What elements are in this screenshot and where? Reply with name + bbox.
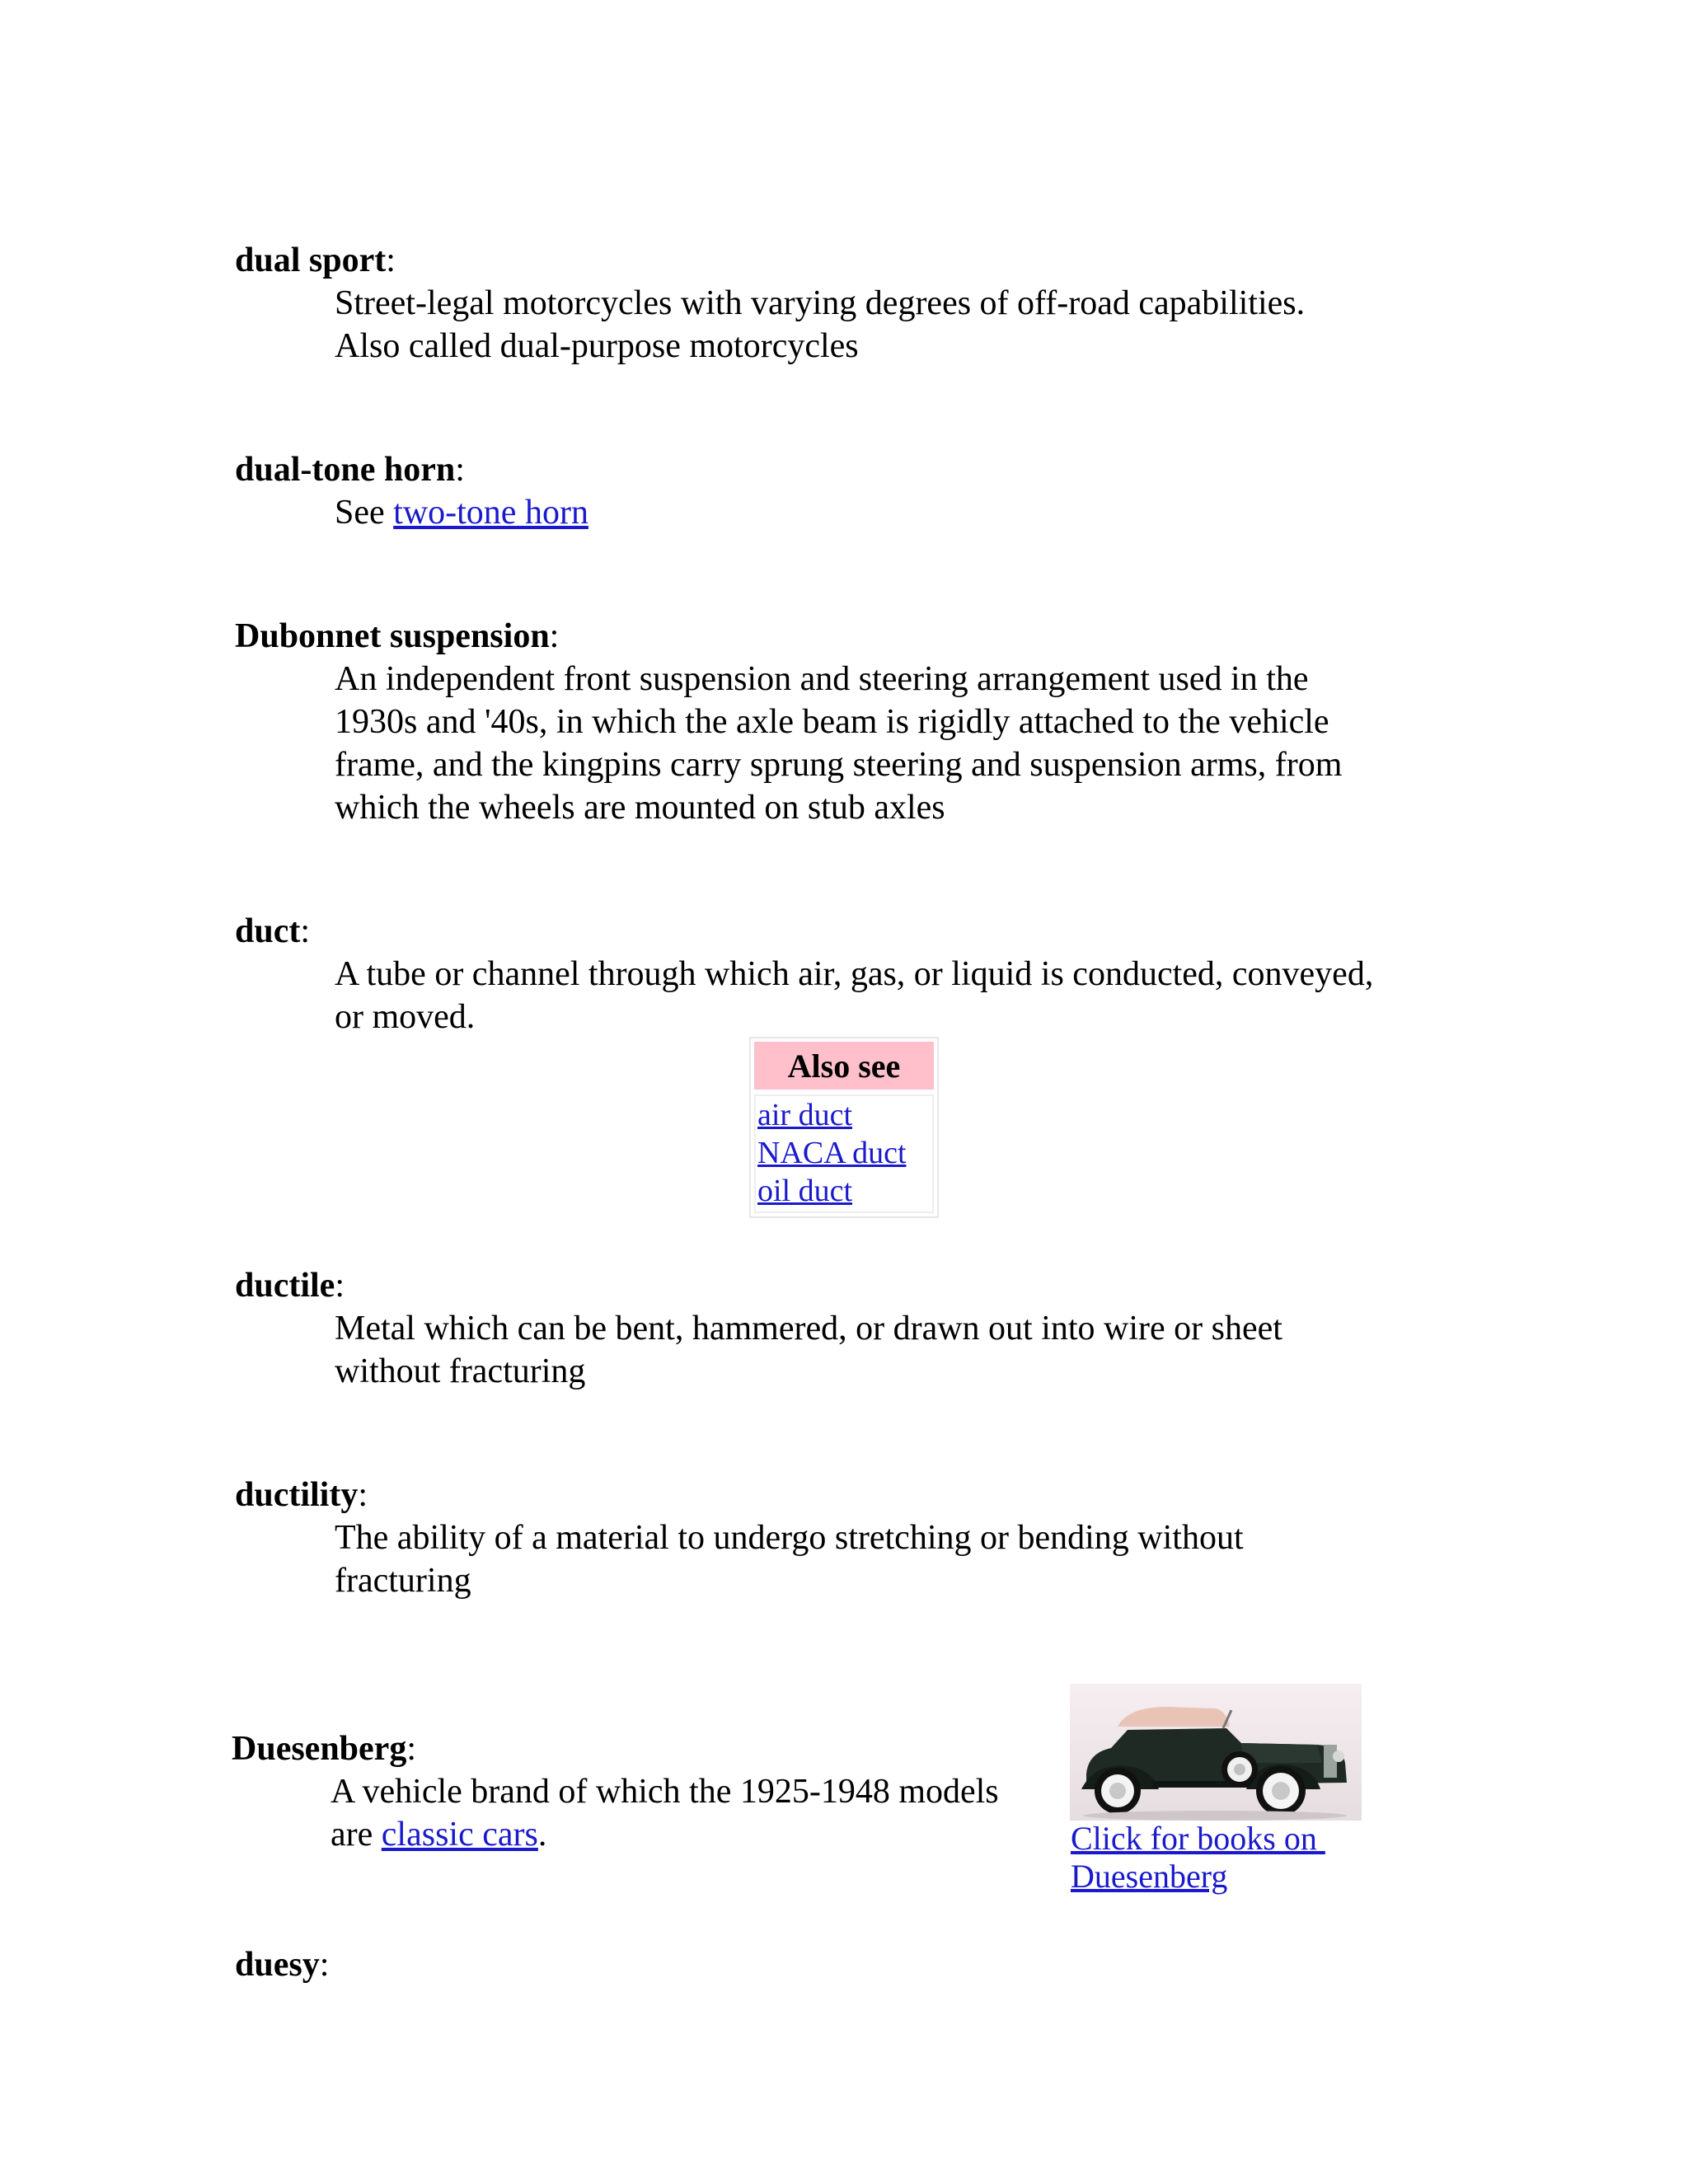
definition-ductile bbox=[335, 1307, 1480, 1393]
oil-duct-link[interactable]: oil duct bbox=[757, 1174, 853, 1208]
also-see-heading: Also see bbox=[754, 1042, 934, 1090]
definition-dual-tone-horn bbox=[335, 491, 1480, 534]
definition-dual-sport bbox=[335, 282, 1480, 368]
definition-duesenberg bbox=[331, 1770, 1056, 1856]
caption-line[interactable]: Duesenberg bbox=[1071, 1858, 1228, 1895]
definition-line: A tube or channel through which air, gas, or liquid is conducted, conveyed, bbox=[335, 955, 1374, 993]
two-tone-horn-link[interactable]: two-tone horn bbox=[393, 494, 588, 532]
definition-line: Metal which can be bent, hammered, or drawn out into wire or sheet bbox=[335, 1310, 1282, 1347]
see-prefix: See bbox=[335, 494, 394, 532]
term-ductile: ductile: bbox=[235, 1267, 345, 1305]
term-dual-tone-horn: dual-tone horn: bbox=[235, 451, 465, 489]
vintage-car-photo[interactable] bbox=[1070, 1684, 1362, 1821]
term-duct: duct: bbox=[235, 912, 311, 950]
term-duesy: duesy: bbox=[235, 1946, 330, 1984]
term-dual-sport: dual sport: bbox=[235, 241, 396, 279]
also-see-list bbox=[754, 1094, 934, 1213]
definition-line: Street-legal motorcycles with varying degrees of off-road capabilities. bbox=[335, 284, 1306, 322]
definition-line: A vehicle brand of which the 1925-1948 models bbox=[331, 1773, 999, 1811]
naca-duct-link[interactable]: NACA duct bbox=[757, 1136, 907, 1170]
definition-line: fracturing bbox=[335, 1562, 471, 1600]
caption-line[interactable]: Click for books on bbox=[1071, 1820, 1325, 1857]
definition-line: which the wheels are mounted on stub axles bbox=[335, 789, 945, 827]
definition-line: 1930s and '40s, in which the axle beam is rigidly attached to the vehicle bbox=[335, 703, 1329, 741]
definition-line: without fracturing bbox=[335, 1352, 586, 1390]
duesenberg-books-link[interactable] bbox=[1071, 1820, 1367, 1896]
definition-line: Also called dual-purpose motorcycles bbox=[335, 327, 859, 365]
classic-cars-link[interactable]: classic cars bbox=[381, 1816, 538, 1854]
term-duesenberg: Duesenberg: bbox=[232, 1730, 416, 1768]
definition-line: frame, and the kingpins carry sprung steering and suspension arms, from bbox=[335, 746, 1343, 784]
term-dubonnet-suspension: Dubonnet suspension: bbox=[235, 617, 560, 655]
term-ductility: ductility: bbox=[235, 1476, 368, 1514]
also-see-box bbox=[749, 1037, 939, 1218]
definition-line: are classic cars. bbox=[331, 1816, 547, 1854]
definition-line: or moved. bbox=[335, 998, 476, 1036]
definition-dubonnet-suspension bbox=[335, 658, 1480, 829]
definition-duct bbox=[335, 953, 1480, 1038]
air-duct-link[interactable]: air duct bbox=[757, 1098, 853, 1132]
definition-line: An independent front suspension and steering arrangement used in the bbox=[335, 660, 1309, 698]
definition-line: The ability of a material to undergo stretching or bending without bbox=[335, 1519, 1244, 1557]
definition-ductility bbox=[335, 1516, 1480, 1602]
